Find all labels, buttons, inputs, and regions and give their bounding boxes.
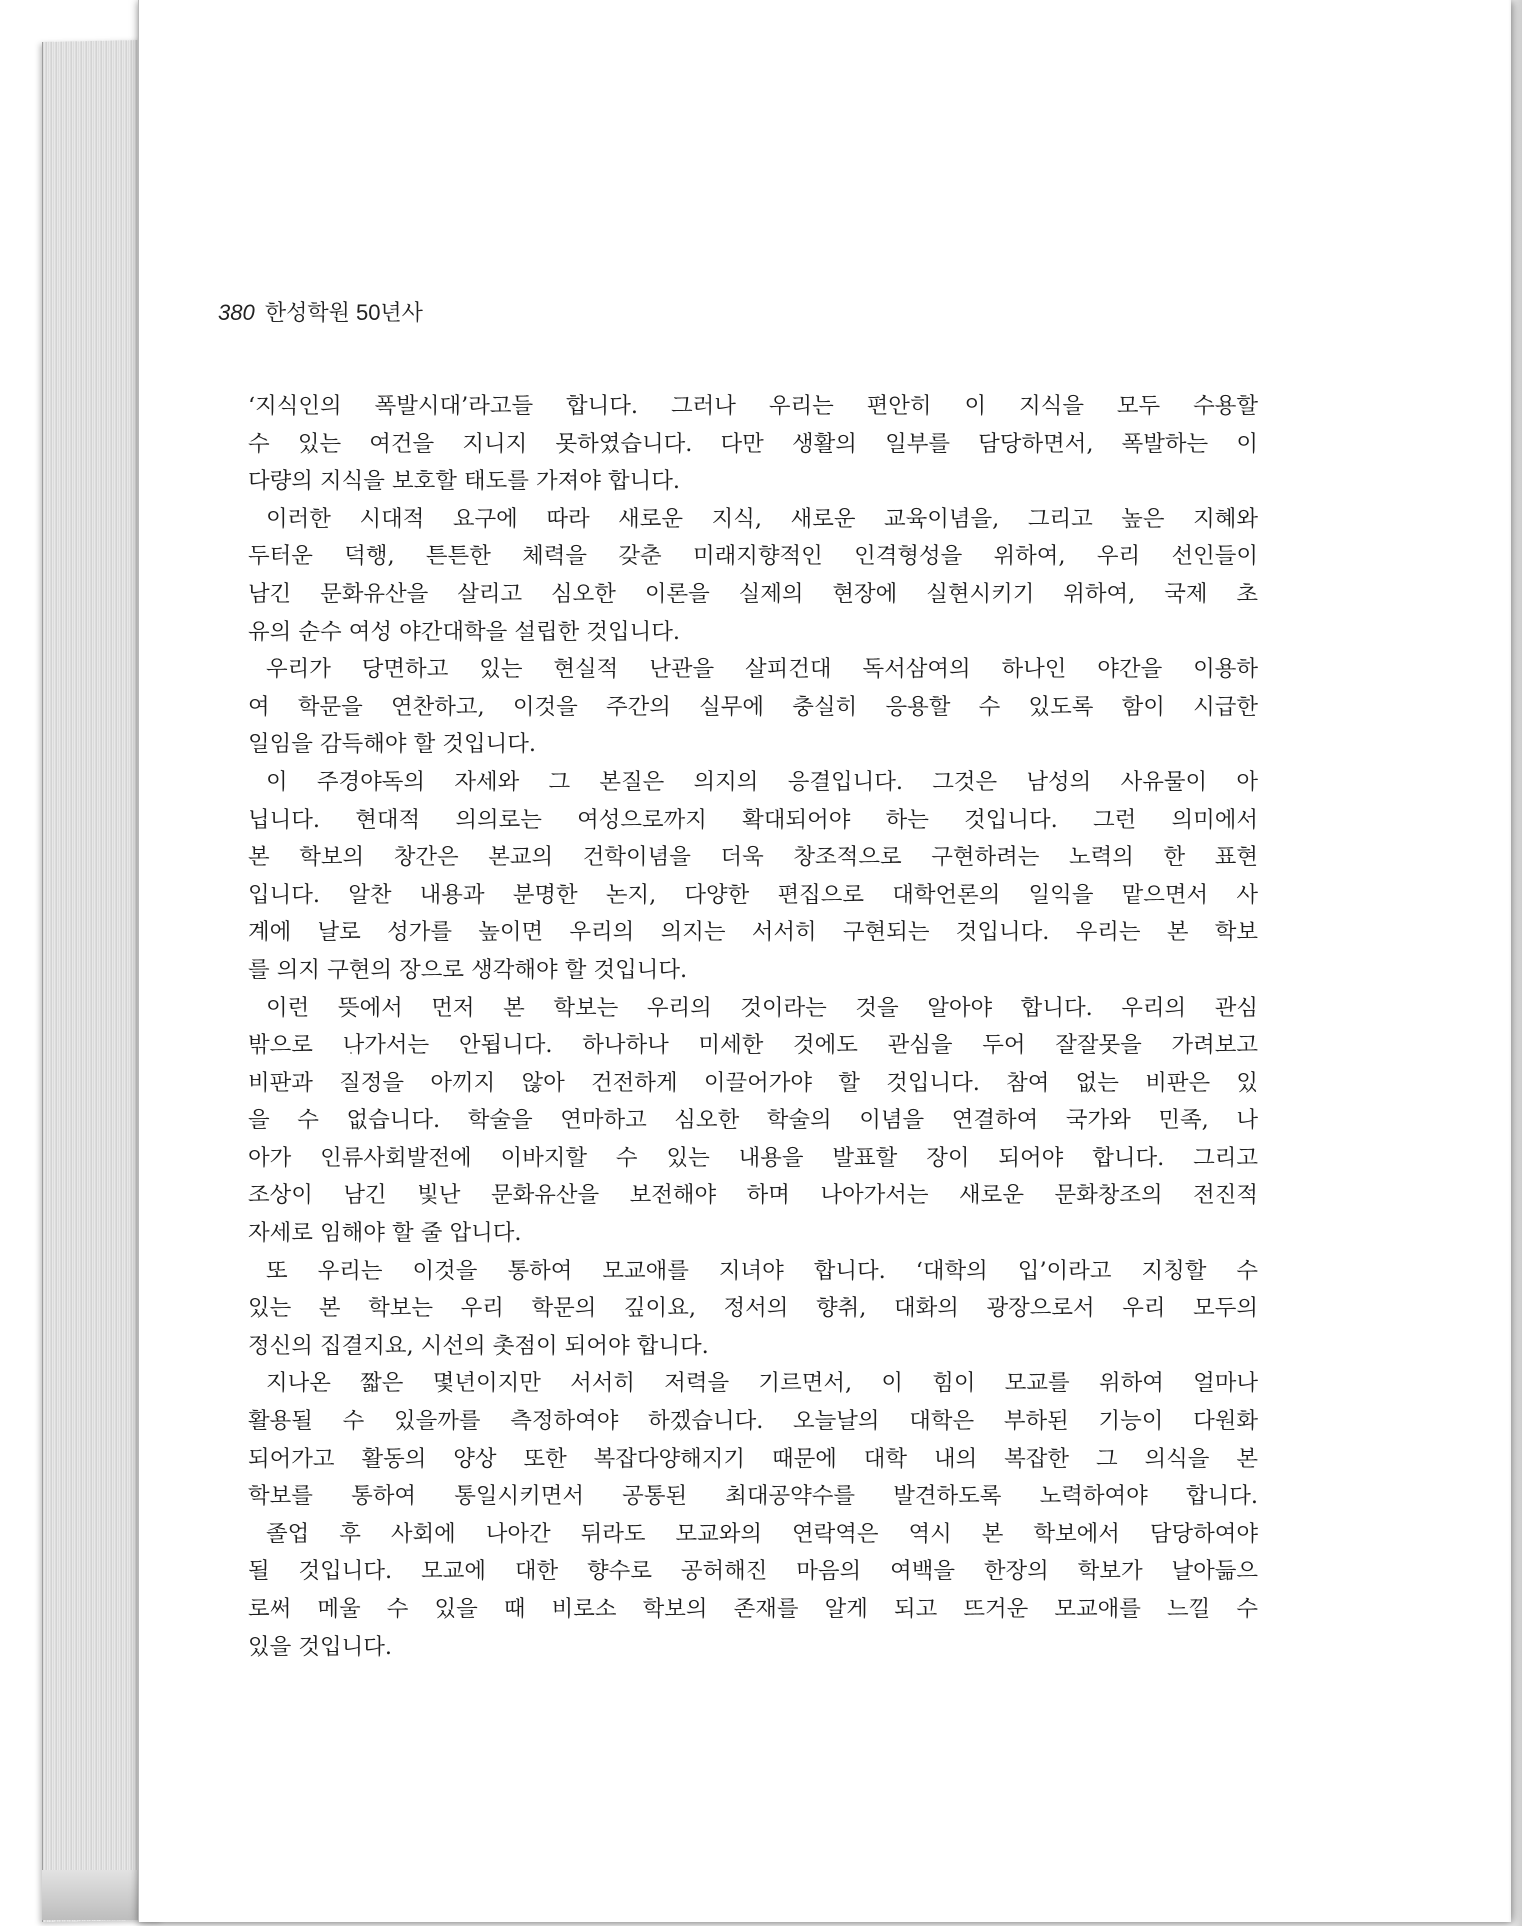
text-line: 조상이 남긴 빛난 문화유산을 보전해야 하며 나아가서는 새로운 문화창조의 전진적 (248, 1182, 1258, 1209)
text-line: 남긴 문화유산을 살리고 심오한 이론을 실제의 현장에 실현시키기 위하여, 국제 초 (248, 580, 1258, 607)
text-line: 되어가고 활동의 양상 또한 복잡다양해지기 때문에 대학 내의 복잡한 그 의식을 본 (248, 1445, 1258, 1472)
text-line: 또 우리는 이것을 통하여 모교애를 지녀야 합니다. ‘대학의 입’이라고 지칭할 수 (266, 1257, 1258, 1284)
page-shadow (1508, 0, 1522, 1926)
text-line: 일임을 감득해야 할 것입니다. (248, 731, 537, 758)
text-line: 아가 인류사회발전에 이바지할 수 있는 내용을 발표할 장이 되어야 합니다. 그리고 (248, 1144, 1258, 1171)
text-line: 비판과 질정을 아끼지 않아 건전하게 이끌어가야 할 것입니다. 참여 없는 비판은 있 (248, 1069, 1258, 1096)
book-title: 한성학원 50년사 (264, 300, 423, 325)
text-line: 을 수 없습니다. 학술을 연마하고 심오한 학술의 이념을 연결하여 국가와 민족, 나 (248, 1107, 1258, 1134)
text-line: 있는 본 학보는 우리 학문의 깊이요, 정서의 향취, 대화의 광장으로서 우리 모두의 (248, 1295, 1258, 1322)
body-text (248, 388, 1258, 1666)
text-line: 이런 뜻에서 먼저 본 학보는 우리의 것이라는 것을 알아야 합니다. 우리의 관심 (266, 994, 1258, 1021)
text-line: 수 있는 여건을 지니지 못하였습니다. 다만 생활의 일부를 담당하면서, 폭발하는 이 (248, 430, 1258, 457)
text-line: 학보를 통하여 통일시키면서 공통된 최대공약수를 발견하도록 노력하여야 합니다. (248, 1483, 1258, 1510)
text-line: 입니다. 알찬 내용과 분명한 논지, 다양한 편집으로 대학언론의 일익을 맡으면서 사 (248, 881, 1258, 908)
running-header (218, 296, 423, 327)
text-line: 될 것입니다. 모교에 대한 향수로 공허해진 마음의 여백을 한장의 학보가 날아듦으 (248, 1558, 1258, 1585)
text-line: 본 학보의 창간은 본교의 건학이념을 더욱 창조적으로 구현하려는 노력의 한 표현 (248, 844, 1258, 871)
text-line: 두터운 덕행, 튼튼한 체력을 갖춘 미래지향적인 인격형성을 위하여, 우리 선인들이 (248, 543, 1258, 570)
page-number: 380 (218, 300, 255, 325)
text-line: 로써 메울 수 있을 때 비로소 학보의 존재를 알게 되고 뜨거운 모교애를 느낄 수 (248, 1596, 1258, 1622)
text-line: 닙니다. 현대적 의의로는 여성으로까지 확대되어야 하는 것입니다. 그런 의미에서 (248, 806, 1258, 833)
text-line: 졸업 후 사회에 나아간 뒤라도 모교와의 연락역은 역시 본 학보에서 담당하여야 (266, 1520, 1258, 1547)
text-line: 이 주경야독의 자세와 그 본질은 의지의 응결입니다. 그것은 남성의 사유물이 아 (266, 768, 1258, 795)
text-line: 여 학문을 연찬하고, 이것을 주간의 실무에 충실히 응용할 수 있도록 함이 시급한 (248, 693, 1258, 720)
text-line: 밖으로 나가서는 안됩니다. 하나하나 미세한 것에도 관심을 두어 잘잘못을 가려보고 (248, 1032, 1258, 1059)
text-line: ‘지식인의 폭발시대’라고들 합니다. 그러나 우리는 편안히 이 지식을 모두 수용할 (248, 393, 1258, 419)
text-line: 다량의 지식을 보호할 태도를 가져야 합니다. (248, 468, 681, 495)
text-line: 우리가 당면하고 있는 현실적 난관을 살피건대 독서삼여의 하나인 야간을 이용하 (266, 656, 1258, 683)
text-line: 계에 날로 성가를 높이면 우리의 의지는 서서히 구현되는 것입니다. 우리는 본 학보 (248, 919, 1258, 946)
text-line: 를 의지 구현의 장으로 생각해야 할 것입니다. (248, 956, 688, 983)
text-line: 자세로 임해야 할 줄 압니다. (248, 1220, 522, 1247)
text-line: 활용될 수 있을까를 측정하여야 하겠습니다. 오늘날의 대학은 부하된 기능이 다원화 (248, 1408, 1258, 1435)
text-line: 유의 순수 여성 야간대학을 설립한 것입니다. (248, 618, 681, 645)
text-line: 이러한 시대적 요구에 따라 새로운 지식, 새로운 교육이념을, 그리고 높은 지혜와 (266, 505, 1258, 532)
text-line: 정신의 집결지요, 시선의 촛점이 되어야 합니다. (248, 1332, 709, 1359)
text-line: 지나온 짧은 몇년이지만 서서히 저력을 기르면서, 이 힘이 모교를 위하여 얼마나 (266, 1370, 1258, 1397)
text-line: 있을 것입니다. (248, 1633, 393, 1660)
